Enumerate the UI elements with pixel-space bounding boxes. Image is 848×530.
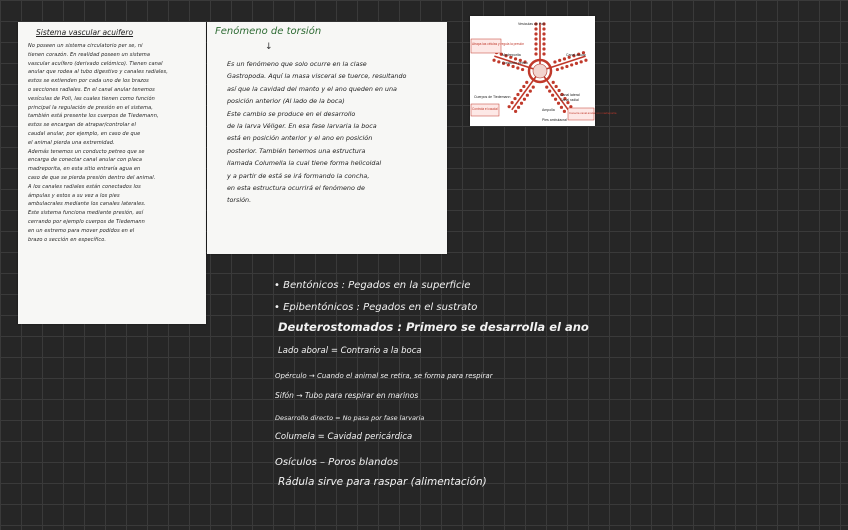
ampulla <box>558 59 561 62</box>
ampulla <box>513 97 516 100</box>
torsion-card-body <box>227 58 442 207</box>
diagram-annotation: Conecta canal anular con madreporita <box>569 111 617 115</box>
note-line: Opérculo → Cuando el animal se retira, se forma para respirar <box>275 372 493 380</box>
ampulla <box>534 27 537 30</box>
note-card-vascular-system[interactable] <box>18 22 206 324</box>
ampulla <box>548 90 551 93</box>
vascular-card-title: Sistema vascular acuifero <box>36 28 134 37</box>
ampulla <box>557 102 560 105</box>
diagram-label: Vesículas de Poli <box>518 22 545 26</box>
vascular-card-line: principal la regulación de presión en el sistema, <box>28 104 153 111</box>
note-line: Columela = Cavidad pericárdica <box>275 432 413 442</box>
ampulla <box>521 68 524 71</box>
ampulla <box>510 101 513 104</box>
note-line: Osículos – Poros blandos <box>275 457 399 468</box>
vascular-card-line: brazo o sección en específico. <box>28 236 107 243</box>
ampulla <box>551 94 554 97</box>
torsion-card-line: Este cambio se produce en el desarrollo <box>227 109 356 118</box>
torsion-card-line: así que la cavidad del manto y el ano queden en una <box>227 84 397 93</box>
vascular-card-line: estos se extienden por cada uno de los brazos <box>28 78 149 85</box>
vascular-card-line: el animal pierda una extremidad. <box>28 139 115 146</box>
vascular-card-line: encarga de conectar canal anular con placa <box>28 157 142 164</box>
ampulla <box>514 110 517 113</box>
ampulla <box>492 59 495 62</box>
diagram-label: Cuerpos de Tiedemann <box>474 95 511 99</box>
ampulla <box>534 32 537 35</box>
ampulla <box>542 47 545 50</box>
ampulla <box>508 105 511 108</box>
vascular-card-line: o secciones radiales. En el canal anular tenemos <box>28 86 155 93</box>
diagram-annotation: Controla el caudal <box>472 107 498 111</box>
diagram-center <box>533 64 547 78</box>
ampulla <box>511 65 514 68</box>
ampulla <box>554 98 557 101</box>
ampulla <box>516 93 519 96</box>
ampulla <box>560 106 563 109</box>
torsion-card-line: de la larva Véliger. En esa fase larvaria la boca <box>227 121 377 130</box>
ampulla <box>552 81 555 84</box>
vascular-card-body <box>28 42 200 244</box>
note-line: Sifón → Tubo para respirar en marinos <box>275 391 419 400</box>
note-line: • Bentónicos : Pegados en la superficie <box>274 280 471 291</box>
ampulla <box>565 65 568 68</box>
ampulla <box>575 62 578 65</box>
ampulla <box>542 37 545 40</box>
torsion-card-line: en esta estructura ocurrirá el fenómeno de <box>227 183 365 192</box>
ampulla <box>534 52 537 55</box>
note-card-torsion[interactable] <box>207 22 447 254</box>
ampulla <box>542 32 545 35</box>
diagram-label: Conducto pétreo <box>502 61 528 65</box>
ampulla <box>563 57 566 60</box>
vascular-card-line: caudal anular, por ejemplo, en caso de que <box>28 130 141 137</box>
torsion-card-line: llamada Columella la cual tiene forma helicoidal <box>227 159 382 168</box>
vascular-card-line: Además tenemos un conducto petreo que se <box>28 148 145 155</box>
water-vascular-system-diagram[interactable] <box>470 16 617 126</box>
ampulla <box>563 110 566 113</box>
ampulla <box>519 89 522 92</box>
ampulla <box>522 85 525 88</box>
vascular-card-line: también está presente los cuerpos de Tiedemann, <box>28 113 159 120</box>
vascular-card-line: ambulacrales mediante los canales laterales. <box>28 201 146 208</box>
diagram-label: Canal lateral <box>560 93 580 97</box>
ampulla <box>516 66 519 69</box>
ampulla <box>529 90 532 93</box>
torsion-card-line: y a partir de está se irá formando la concha, <box>227 171 370 180</box>
ampulla <box>558 89 561 92</box>
vascular-card-line: en un extremo para mover podidos en el <box>28 227 135 234</box>
torsion-card-line: posterior. También tenemos una estructura <box>227 146 366 155</box>
vascular-card-line: vascular acuífero (derivado celómico). Tienen canal <box>28 60 163 67</box>
torsion-card-title: Fenómeno de torsión <box>215 26 322 37</box>
vascular-card-line: vesículas de Poli, las cuales tienen como función <box>28 95 155 102</box>
torsion-card-line: Gastropoda. Aquí la masa visceral se tuerce, resultando <box>227 72 407 81</box>
diagram-label: Pies ambulacral <box>542 118 567 122</box>
torsion-card-line: está en posición anterior y el ano en posición <box>227 134 373 143</box>
vascular-card-line: No poseen un sistema circulatorio per se, ni <box>28 43 143 49</box>
vascular-card-line: anular que rodea al tubo digestivo y canales radiales, <box>28 69 168 76</box>
ampulla <box>526 94 529 97</box>
diagram-label: Ampolla <box>542 108 555 112</box>
torsion-card-line: Es un fenómeno que solo ocurre en la clase <box>227 60 367 68</box>
vascular-card-line: tienen corazón. En realidad poseen un sistema <box>28 51 151 58</box>
starfish-diagram <box>470 16 617 126</box>
ampulla <box>580 60 583 63</box>
vascular-card-line: madreporita, en esta sitio entraría agua en <box>28 166 141 173</box>
ampulla <box>556 68 559 71</box>
vascular-card-line: A los canales radiales están conectados los <box>28 183 141 190</box>
vascular-card-line: cerrando por ejemplo cuerpos de Tiedemann <box>28 218 145 225</box>
diagram-label: Canal radial <box>560 98 579 102</box>
ampulla <box>497 60 500 63</box>
diagram-label: Canal anular <box>566 53 586 57</box>
ampulla <box>517 106 520 109</box>
vascular-card-line: caso de que se pierda presión dentro del animal. <box>28 174 156 181</box>
ampulla <box>542 27 545 30</box>
vascular-card-line: Este sistema funciona mediante presión, así <box>28 210 144 217</box>
ampulla <box>584 59 587 62</box>
ampulla <box>523 98 526 101</box>
note-line: Deuterostomados : Primero se desarrolla el ano <box>278 320 589 334</box>
ampulla <box>534 37 537 40</box>
ampulla <box>532 86 535 89</box>
down-arrow-icon: ↓ <box>265 42 273 52</box>
ampulla <box>514 57 517 60</box>
vascular-card-line: ámpulas y estos a su vez a los pies <box>28 192 120 199</box>
ampulla <box>525 81 528 84</box>
ampulla <box>520 102 523 105</box>
ampulla <box>542 52 545 55</box>
note-line: Lado aboral = Contrario a la boca <box>278 346 422 356</box>
ampulla <box>542 42 545 45</box>
ampulla <box>553 60 556 63</box>
ampulla <box>570 63 573 66</box>
vascular-card-line: estos se encargan de atrapar/controlar el <box>28 122 136 129</box>
note-line: Desarrollo directo = No pasa por fase larvaria <box>275 414 425 422</box>
note-line: Rádula sirve para raspar (alimentación) <box>278 476 487 488</box>
ampulla <box>534 42 537 45</box>
ampulla <box>555 85 558 88</box>
diagram-annotation: Atrapa las células y regula la presión <box>472 42 525 46</box>
ampulla <box>545 86 548 89</box>
diagram-label: Madreporita <box>502 53 521 57</box>
ampulla <box>561 66 564 69</box>
note-line: • Epibentónicos : Pegados en el sustrato <box>274 302 478 313</box>
torsion-card-line: posición anterior (Al lado de la boca) <box>227 97 345 106</box>
torsion-card-line: torsión. <box>227 196 252 205</box>
ampulla <box>534 47 537 50</box>
